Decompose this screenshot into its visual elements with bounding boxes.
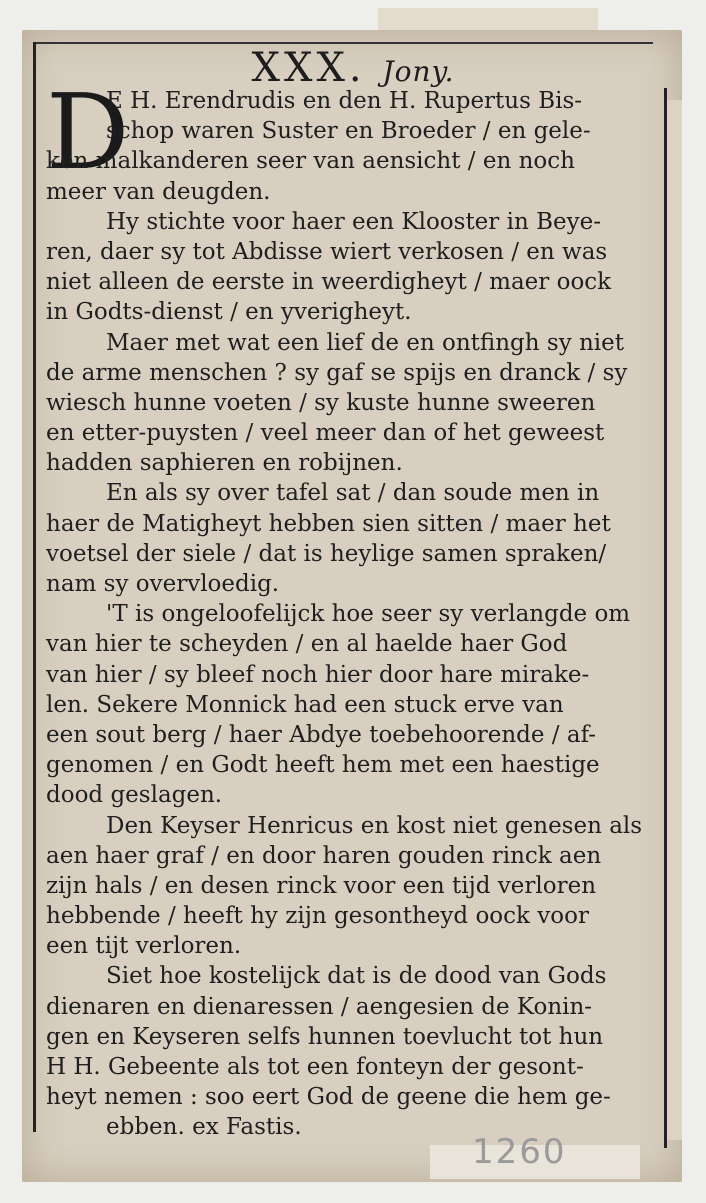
text-line: genomen / en Godt heeft hem met een haestige	[46, 752, 600, 779]
text-line: zijn hals / en desen rinck voor een tijd verloren	[46, 872, 597, 899]
text-line: len. Sekere Monnick had een stuck erve van	[46, 691, 564, 718]
text-line: in Godts-dienst / en yverigheyt.	[46, 299, 412, 326]
text-line: Den Keyser Henricus en kost niet genesen als	[106, 812, 643, 839]
text-line: ren, daer sy tot Abdisse wiert verkosen / en was	[46, 238, 608, 265]
text-line: een sout berg / haer Abdye toebehoorende / af-	[46, 721, 597, 748]
right-border-rule	[664, 88, 667, 1148]
text-line: een tijt verloren.	[46, 933, 242, 960]
text-line: voetsel der siele / dat is heylige samen spraken/	[46, 540, 607, 567]
text-line: Hy stichte voor haer een Klooster in Beye-	[106, 208, 601, 235]
body-text	[46, 86, 658, 1143]
text-line: ebben. ex Fastis.	[106, 1114, 302, 1141]
text-line: nam sy overvloedig.	[46, 571, 280, 597]
text-line: Maer met wat een lief de en ontfingh sy niet	[106, 329, 625, 356]
text-line: haer de Matigheyt hebben sien sitten / maer het	[46, 510, 611, 537]
title-day: XXX.	[251, 45, 366, 91]
text-line: dienaren en dienaressen / aengesien de Konin-	[46, 993, 593, 1020]
text-line: meer van deugden.	[46, 178, 271, 205]
text-line: En als sy over tafel sat / dan soude men in	[106, 480, 600, 507]
text-line: schop waren Suster en Broeder / en gele-	[106, 118, 591, 145]
drop-cap: D	[46, 71, 130, 193]
text-line: ken malkanderen seer van aensicht / en noch	[46, 148, 575, 175]
text-line: wiesch hunne voeten / sy kuste hunne sweeren	[46, 389, 596, 416]
text-line: hadden saphieren en robijnen.	[46, 450, 403, 477]
title-month: Jony.	[382, 55, 455, 88]
text-line: van hier / sy bleef noch hier door hare mirake-	[46, 661, 590, 688]
handwritten-number: 1260	[472, 1132, 567, 1172]
text-line: Siet hoe kostelijck dat is de dood van Gods	[106, 963, 607, 990]
text-line: dood geslagen.	[46, 782, 223, 809]
text-line: en etter-puysten / veel meer dan of het geweest	[46, 420, 605, 447]
text-line: E H. Erendrudis en den H. Rupertus Bis-	[106, 88, 583, 114]
text-line: niet alleen de eerste in weerdigheyt / maer oock	[46, 269, 612, 296]
text-line: 'T is ongeloofelijck hoe seer sy verlangde om	[106, 601, 631, 628]
text-line: aen haer graf / en door haren gouden rinck aen	[46, 842, 602, 869]
left-border-rule	[33, 42, 36, 1132]
text-line: gen en Keyseren selfs hunnen toevlucht tot hun	[46, 1023, 604, 1050]
text-line: H H. Gebeente als tot een fonteyn der gesont-	[46, 1054, 584, 1080]
text-line: de arme menschen ? sy gaf se spijs en dranck / sy	[46, 359, 628, 386]
text-line: heyt nemen : soo eert God de geene die hem ge-	[46, 1084, 611, 1111]
top-border-rule	[33, 42, 653, 44]
text-line: hebbende / heeft hy zijn gesontheyd oock voor	[46, 903, 589, 930]
text-line: van hier te scheyden / en al haelde haer God	[46, 631, 568, 658]
